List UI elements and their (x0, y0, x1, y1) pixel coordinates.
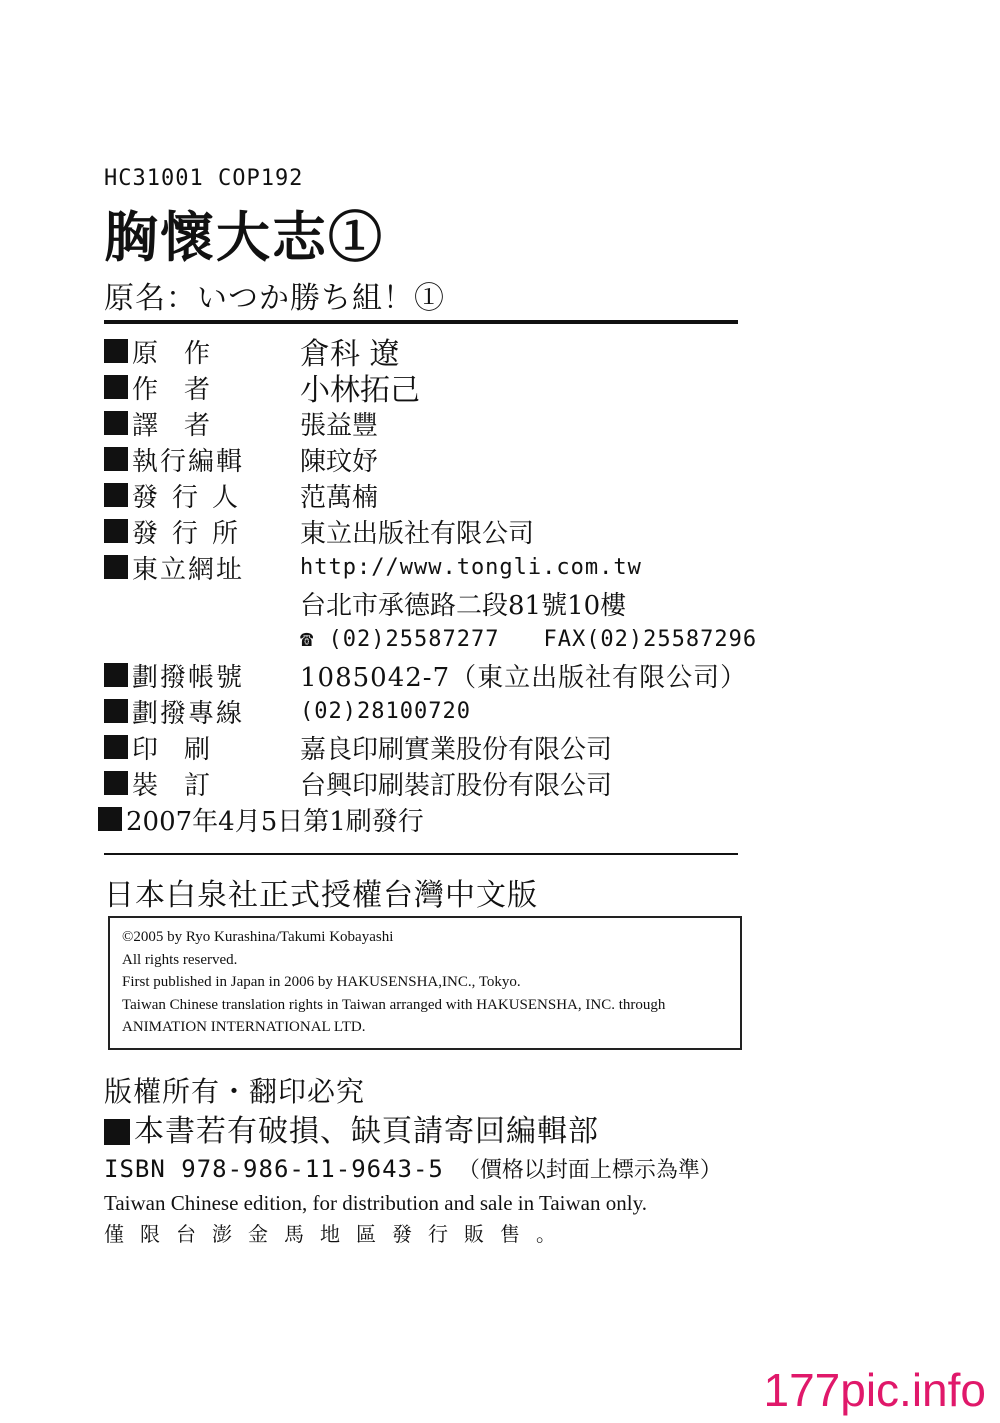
contact-row (104, 621, 804, 657)
footer (104, 1072, 722, 1250)
credit-row-publisher (104, 477, 804, 513)
credit-row-publishing-house (104, 513, 804, 549)
watermark: 177pic.info (763, 1364, 986, 1416)
section-divider (104, 853, 738, 855)
square-bullet-icon (104, 411, 128, 435)
credits-list (104, 333, 804, 837)
square-bullet-icon (104, 699, 128, 723)
credit-value: 小林拓己 (300, 373, 420, 408)
original-title: 原名：いつか勝ち組！① (104, 281, 445, 316)
copyright-line: First published in Japan in 2006 by HAKUSENSHA,INC., Tokyo. (122, 974, 521, 990)
credit-value: 1085042-7（東立出版社有限公司） (300, 662, 748, 693)
address: 台北市承德路二段81號10樓 (300, 590, 627, 621)
credit-value: 東立出版社有限公司 (300, 518, 535, 549)
isbn: ISBN 978-986-11-9643-5 (104, 1155, 444, 1183)
copyright-line: All rights reserved. (122, 951, 238, 968)
square-bullet-icon (104, 447, 128, 471)
distribution-chinese: 僅限台澎金馬地區發行販售。 (104, 1222, 572, 1246)
authorization-statement: 日本白泉社正式授權台灣中文版 (104, 878, 538, 913)
square-bullet-icon (104, 519, 128, 543)
square-bullet-icon (104, 339, 128, 363)
credit-value: 倉科 遼 (300, 337, 400, 372)
website-url: http://www.tongli.com.tw (300, 554, 642, 580)
square-bullet-icon (104, 1119, 130, 1145)
credit-row-binder (104, 765, 804, 801)
credit-value: 台興印刷裝訂股份有限公司 (300, 770, 613, 801)
credit-row-printer (104, 729, 804, 765)
credit-value: 陳玟妤 (300, 446, 379, 477)
credit-label: 劃撥帳號 (132, 662, 245, 693)
credit-row-translator (104, 405, 804, 441)
rights-reserved: 版權所有・翻印必究 (104, 1075, 366, 1108)
credit-label: 劃撥專線 (132, 698, 245, 729)
damaged-notice: 本書若有破損、缺頁請寄回編輯部 (134, 1114, 599, 1149)
credit-label: 東立網址 (132, 554, 245, 585)
credit-row-original-author (104, 333, 804, 372)
credit-row-editor (104, 441, 804, 477)
release-date-row (98, 801, 804, 837)
credit-label: 發行所 (132, 518, 253, 549)
copyright-line: ©2005 by Ryo Kurashina/Takumi Kobayashi (122, 929, 394, 945)
catalog-code: HC31001 COP192 (104, 166, 304, 191)
square-bullet-icon (104, 663, 128, 687)
credit-label: 原 作 (132, 338, 211, 369)
square-bullet-icon (104, 771, 128, 795)
credit-label: 裝 訂 (132, 770, 211, 801)
phone-icon: ☎ (300, 626, 315, 652)
square-bullet-icon (104, 735, 128, 759)
phone-number: ☎ (02)25587277 (300, 626, 500, 652)
credit-value: 范萬楠 (300, 482, 379, 513)
credit-value: (02)28100720 (300, 698, 471, 724)
credit-value: 嘉良印刷實業股份有限公司 (300, 734, 613, 765)
address-row (104, 585, 804, 621)
credit-label: 譯 者 (132, 410, 211, 441)
book-title: 胸懷大志① (104, 205, 384, 269)
square-bullet-icon (104, 483, 128, 507)
title-divider (104, 320, 738, 324)
square-bullet-icon (98, 807, 122, 831)
credit-value: 張益豐 (300, 410, 379, 441)
credit-row-website (104, 549, 804, 585)
credit-label: 發行人 (132, 482, 253, 513)
copyright-line: Taiwan Chinese translation rights in Taiwan arranged with HAKUSENSHA, INC. through (122, 996, 666, 1013)
credit-row-account (104, 657, 804, 693)
fax-number: FAX(02)25587296 (543, 626, 758, 652)
price-note: （價格以封面上標示為準） (457, 1158, 722, 1183)
isbn-row (104, 1152, 722, 1188)
copyright-box (108, 916, 742, 1050)
credit-label: 印 刷 (132, 734, 211, 765)
distribution-english: Taiwan Chinese edition, for distribution and sale in Taiwan only. (104, 1191, 647, 1215)
square-bullet-icon (104, 555, 128, 579)
square-bullet-icon (104, 375, 128, 399)
release-date: 2007年4月5日第1刷發行 (126, 806, 424, 837)
credit-label: 作 者 (132, 374, 211, 405)
damaged-notice-row (104, 1112, 722, 1152)
credit-label: 執行編輯 (132, 446, 245, 477)
credit-row-author (104, 369, 804, 408)
credit-row-hotline (104, 693, 804, 729)
copyright-line: ANIMATION INTERNATIONAL LTD. (122, 1019, 366, 1035)
